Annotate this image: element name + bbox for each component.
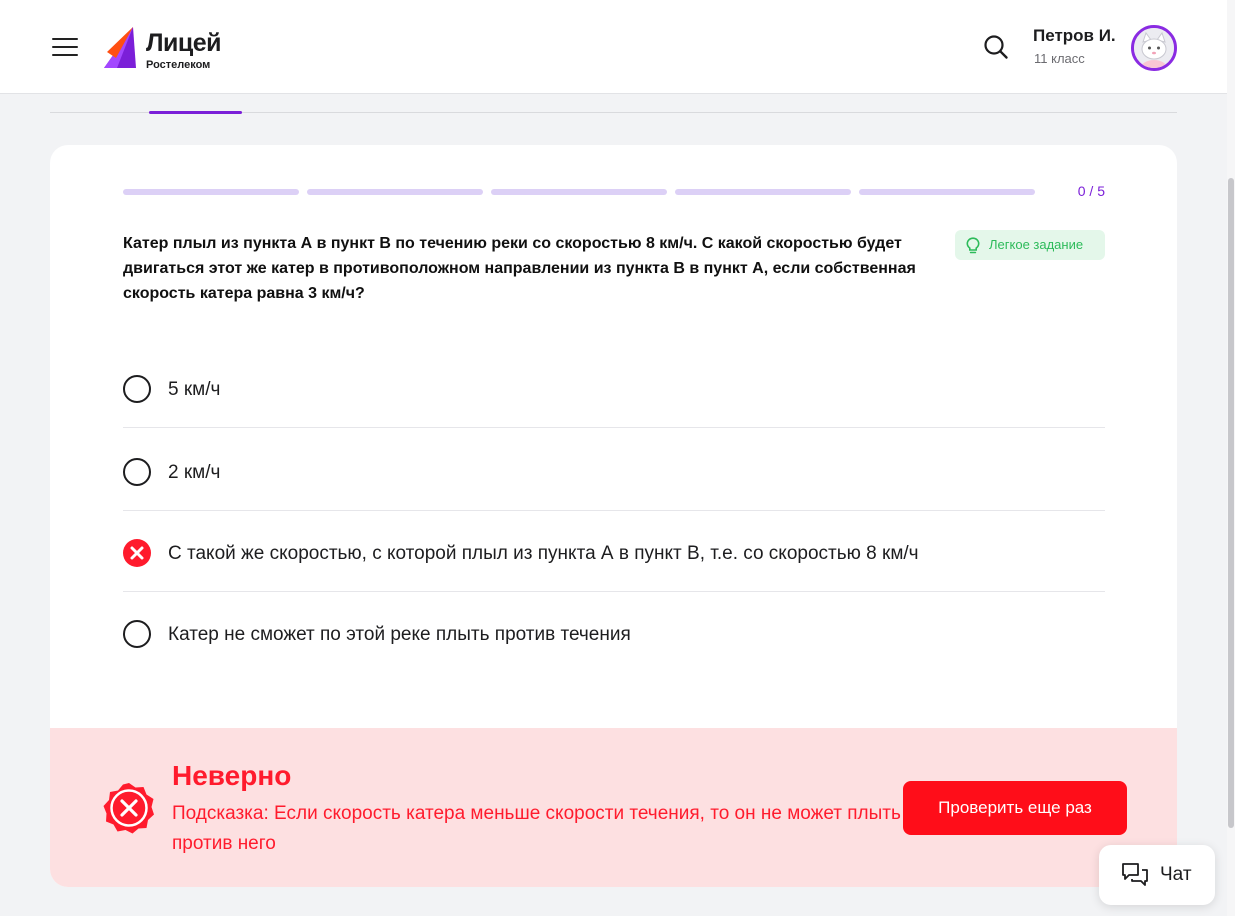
top-header <box>0 0 1227 94</box>
answer-option[interactable] <box>123 430 1105 511</box>
progress-segment <box>307 189 483 195</box>
task-card <box>50 145 1177 887</box>
scrollbar-thumb[interactable] <box>1228 178 1234 828</box>
user-grade: 11 класс <box>1034 51 1085 66</box>
feedback-title: Неверно <box>172 760 292 791</box>
radio-button[interactable] <box>123 375 151 403</box>
answer-option-label: 2 км/ч <box>168 462 221 483</box>
answer-option-selected[interactable] <box>123 511 1105 592</box>
lightbulb-icon <box>966 237 980 254</box>
tab-active-indicator <box>149 111 242 114</box>
question-text: Катер плыл из пункта А в пункт В по течению реки со скоростью 8 км/ч. С какой скоростью будет двигаться этот же катер в противоположном направлении из пункта В в пункт А, если собственная скорость катера равна 3 км/ч? <box>123 235 916 302</box>
progress-segment <box>491 189 667 195</box>
progress-segment <box>123 189 299 195</box>
chat-icon <box>1121 862 1149 888</box>
wrong-answer-icon[interactable] <box>123 539 151 567</box>
progress-segment <box>859 189 1035 195</box>
logo-name: Лицей <box>146 29 222 57</box>
logo[interactable] <box>102 24 232 72</box>
difficulty-badge <box>955 230 1105 260</box>
progress-segment <box>675 189 851 195</box>
radio-button[interactable] <box>123 458 151 486</box>
answer-option[interactable] <box>123 347 1105 428</box>
retry-button[interactable]: Проверить еще раз <box>903 781 1127 835</box>
chat-button[interactable] <box>1099 845 1215 905</box>
answer-option[interactable] <box>123 592 1105 673</box>
chat-label: Чат <box>1160 864 1192 885</box>
avatar[interactable] <box>1131 25 1177 71</box>
answer-option-label: С такой же скоростью, с которой плыл из пункта А в пункт В, т.е. со скоростью 8 км/ч <box>168 543 919 564</box>
progress-counter: 0 / 5 <box>1077 183 1105 199</box>
menu-icon[interactable] <box>52 38 78 56</box>
answer-option-label: 5 км/ч <box>168 379 221 400</box>
progress-bar <box>123 189 1036 195</box>
logo-icon <box>102 24 138 70</box>
feedback-panel <box>50 728 1177 887</box>
radio-button[interactable] <box>123 620 151 648</box>
difficulty-label: Легкое задание <box>989 237 1084 252</box>
search-icon[interactable] <box>983 34 1009 60</box>
user-name[interactable]: Петров И. <box>1033 26 1116 45</box>
avatar-image <box>1134 28 1174 68</box>
answer-option-label: Катер не сможет по этой реке плыть против течения <box>168 624 631 645</box>
error-icon <box>103 782 155 834</box>
feedback-hint: Подсказка: Если скорость катера меньше скорости течения, то он не может плыть против него <box>172 803 901 854</box>
logo-subtitle: Ростелеком <box>146 59 211 71</box>
